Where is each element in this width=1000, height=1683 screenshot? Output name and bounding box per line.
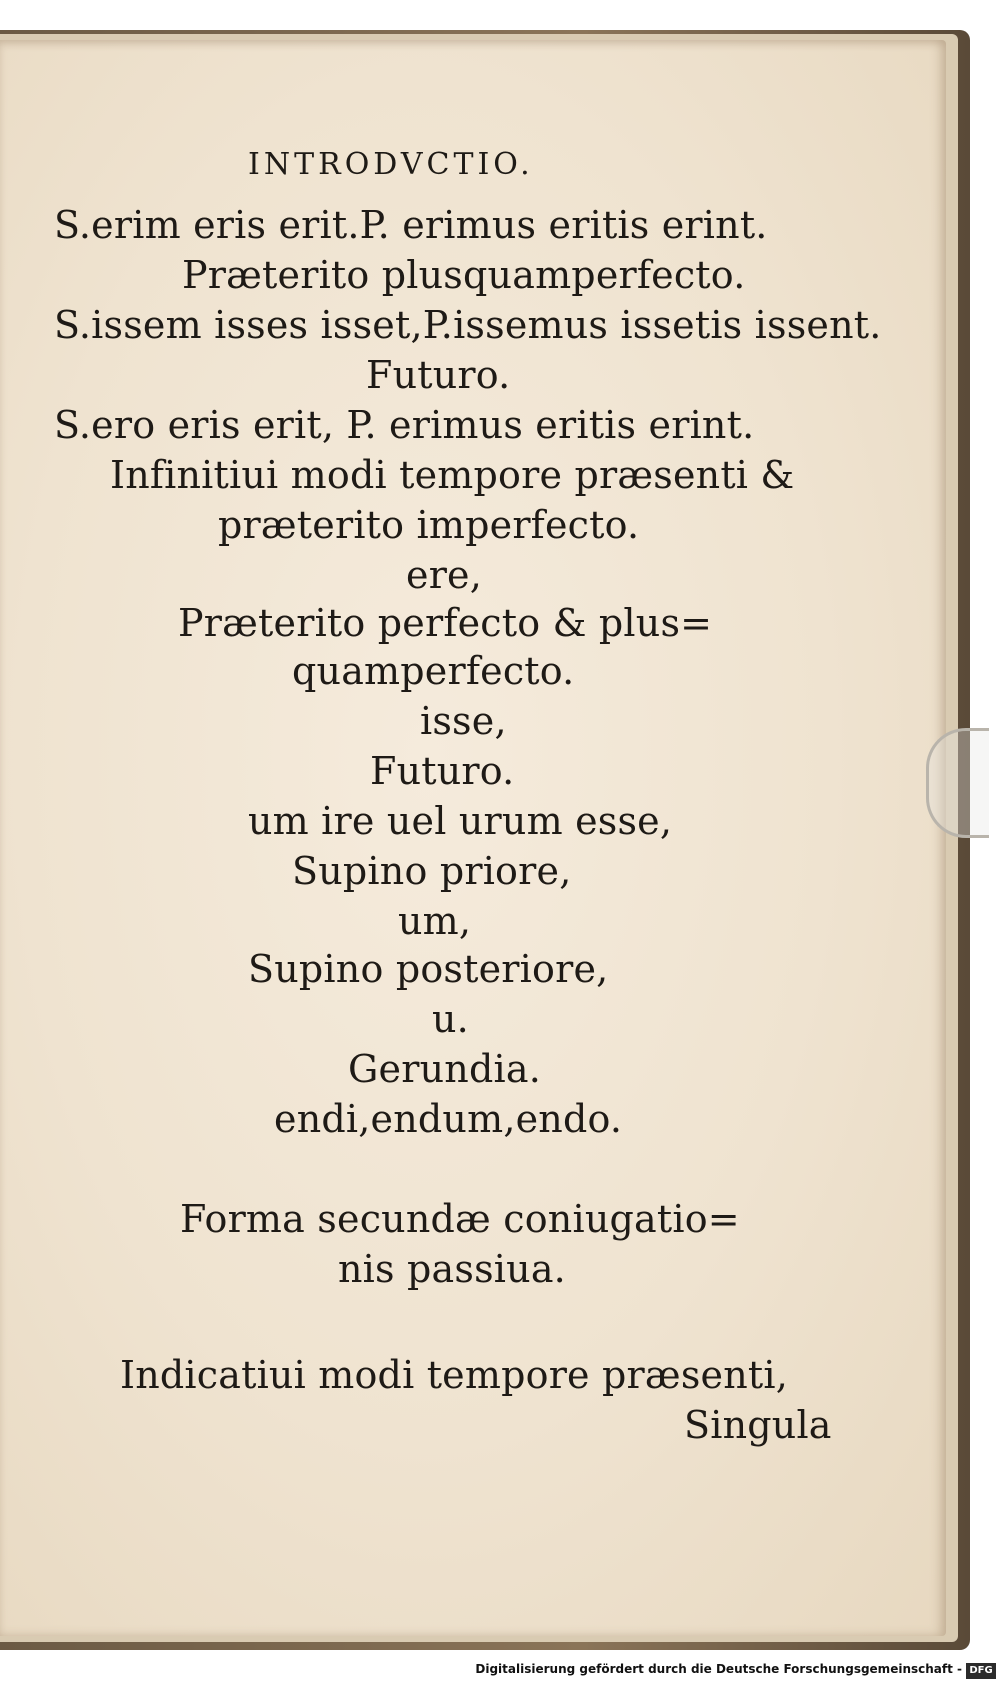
text-line: Futuro. xyxy=(370,749,515,793)
text-line: Forma secundæ coniugatio= xyxy=(180,1197,740,1241)
text-line: S.ero eris erit, P. erimus eritis erint. xyxy=(54,403,755,447)
text-line: Indicatiui modi tempore præsenti, xyxy=(120,1353,789,1397)
text-line: S.issem isses isset,P.issemus issetis issent. xyxy=(54,303,882,347)
text-line: Præterito perfecto & plus= xyxy=(178,601,713,645)
text-line: Infinitiui modi tempore præsenti & xyxy=(110,453,795,497)
dfg-logo: DFG xyxy=(966,1663,996,1679)
text-line: Futuro. xyxy=(366,353,511,397)
text-line: u. xyxy=(432,997,469,1041)
text-line: isse, xyxy=(420,699,507,743)
text-line: quamperfecto. xyxy=(292,649,575,693)
page-clip xyxy=(926,728,989,838)
text-line: endi,endum,endo. xyxy=(274,1097,623,1141)
text-line: ere, xyxy=(406,553,483,597)
text-line: Præterito plusquamperfecto. xyxy=(182,253,746,297)
catchword: Singula xyxy=(684,1403,832,1447)
footer-bar xyxy=(0,1660,1000,1683)
text-line: Supino priore, xyxy=(292,849,572,893)
text-line: nis passiua. xyxy=(338,1247,566,1291)
text-line: Supino posteriore, xyxy=(248,947,609,991)
funding-credit: Digitalisierung gefördert durch die Deutsche Forschungsgemeinschaft - xyxy=(475,1662,962,1676)
text-line: um, xyxy=(398,899,472,943)
text-line: S.erim eris erit.P. erimus eritis erint. xyxy=(54,203,768,247)
text-line: um ire uel urum esse, xyxy=(248,799,673,843)
text-line: præterito imperfecto. xyxy=(218,503,640,547)
text-line: Gerundia. xyxy=(348,1047,541,1091)
running-header: INTRODVCTIO. xyxy=(248,147,534,182)
